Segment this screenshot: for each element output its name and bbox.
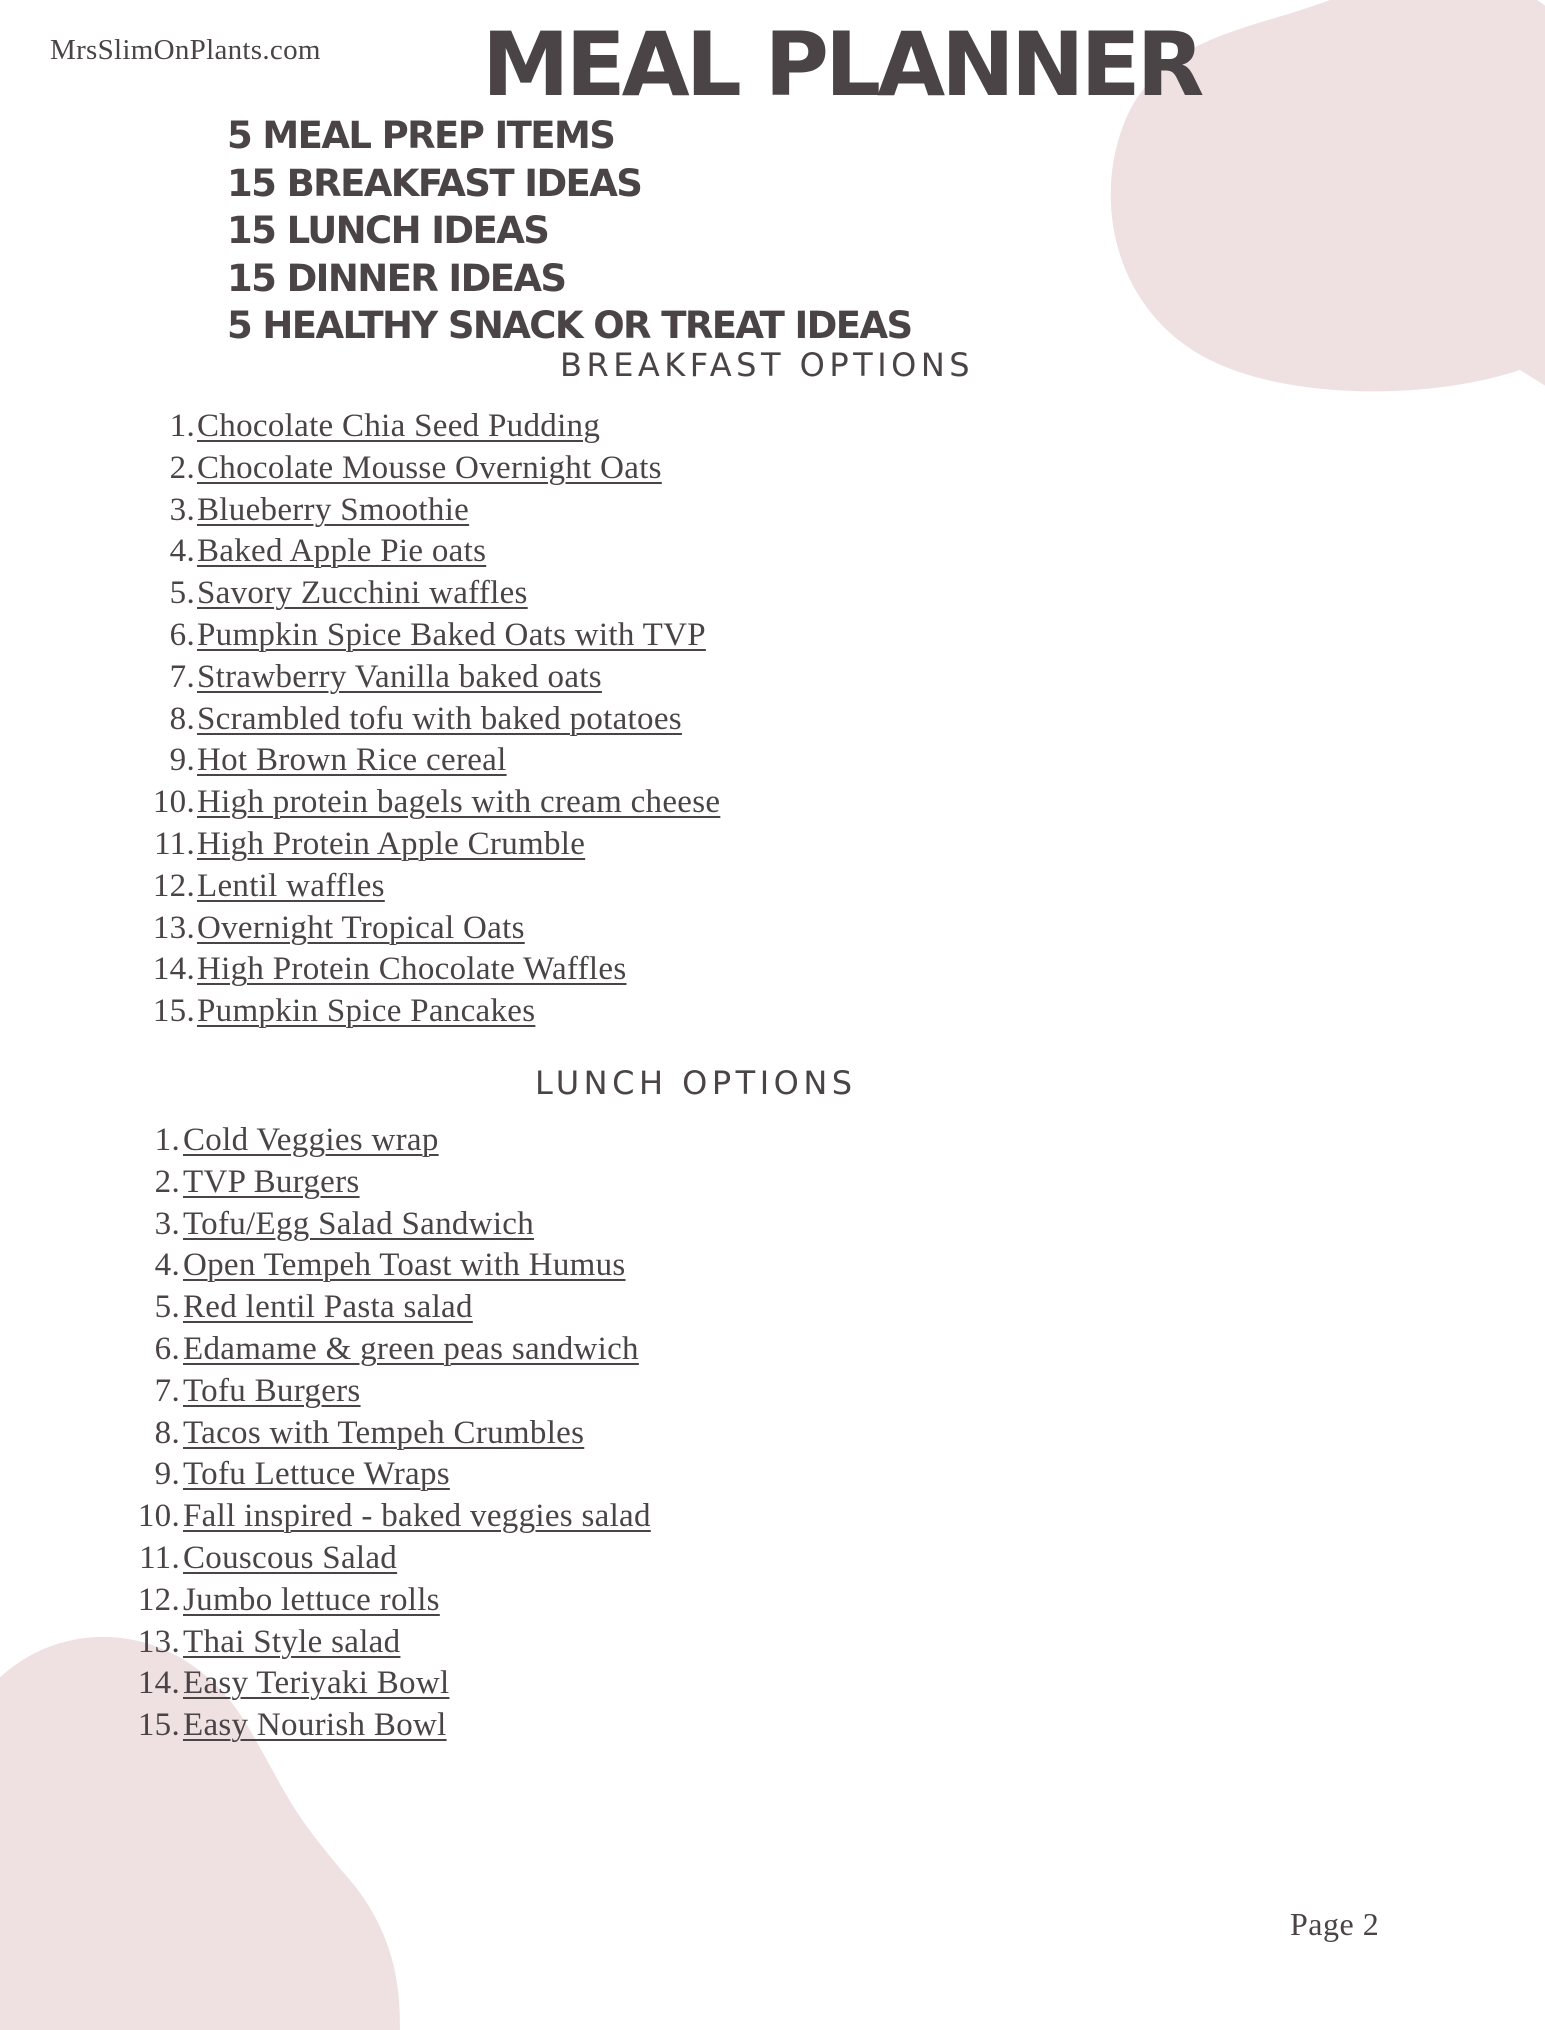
item-number: 13.: [137, 1623, 180, 1660]
recipe-link[interactable]: High Protein Apple Crumble: [197, 825, 586, 862]
item-number: 2.: [154, 1163, 180, 1200]
summary-item: 5 MEAL PREP ITEMS: [227, 114, 615, 157]
item-number: 11.: [139, 1539, 180, 1576]
list-item: [128, 1120, 651, 1162]
recipe-link[interactable]: Tofu Lettuce Wraps: [183, 1456, 450, 1493]
summary-item: 15 BREAKFAST IDEAS: [227, 161, 642, 205]
list-item: [140, 949, 720, 991]
recipe-link[interactable]: Tofu Burgers: [183, 1372, 361, 1409]
list-item: [128, 1663, 651, 1705]
item-number: 14.: [152, 951, 195, 988]
recipe-link[interactable]: Open Tempeh Toast with Humus: [183, 1247, 626, 1284]
recipe-link[interactable]: Overnight Tropical Oats: [197, 909, 525, 946]
list-item: [128, 1538, 651, 1580]
summary-item: 5 HEALTHY SNACK OR TREAT IDEAS: [227, 304, 912, 347]
recipe-link[interactable]: TVP Burgers: [183, 1163, 360, 1200]
item-number: 8.: [154, 1414, 180, 1451]
list-item: [128, 1413, 651, 1455]
item-number: 13.: [152, 909, 195, 946]
list-item: [140, 782, 720, 824]
list-item: [140, 699, 720, 741]
item-number: 2.: [169, 449, 195, 486]
recipe-link[interactable]: Hot Brown Rice cereal: [197, 742, 507, 779]
recipe-link[interactable]: Pumpkin Spice Baked Oats with TVP: [197, 616, 706, 653]
list-item: [140, 406, 720, 448]
item-number: 3.: [169, 491, 195, 528]
item-number: 1.: [169, 408, 195, 444]
item-number: 12.: [137, 1581, 180, 1618]
item-number: 3.: [154, 1205, 180, 1242]
list-item: [128, 1287, 651, 1329]
item-number: 8.: [169, 700, 195, 737]
item-number: 15.: [137, 1707, 180, 1744]
list-item: [140, 866, 720, 908]
recipe-link[interactable]: Jumbo lettuce rolls: [183, 1581, 440, 1618]
recipe-link[interactable]: Fall inspired - baked veggies salad: [183, 1498, 651, 1535]
breakfast-heading: BREAKFAST OPTIONS: [560, 346, 975, 384]
summary-list: [227, 112, 912, 350]
recipe-link[interactable]: Tofu/Egg Salad Sandwich: [183, 1205, 535, 1242]
item-number: 10.: [152, 784, 195, 821]
list-item: [140, 615, 720, 657]
list-item: [128, 1622, 651, 1664]
breakfast-list: [140, 406, 720, 1033]
recipe-link[interactable]: Lentil waffles: [197, 867, 385, 904]
recipe-link[interactable]: Scrambled tofu with baked potatoes: [197, 700, 682, 737]
item-number: 6.: [169, 616, 195, 653]
item-number: 9.: [154, 1456, 180, 1493]
recipe-link[interactable]: Couscous Salad: [183, 1539, 398, 1576]
summary-item: 15 DINNER IDEAS: [227, 256, 566, 300]
recipe-link[interactable]: Thai Style salad: [183, 1623, 401, 1660]
list-item: [128, 1496, 651, 1538]
item-number: 12.: [152, 867, 195, 904]
item-number: 11.: [154, 825, 195, 862]
item-number: 9.: [169, 742, 195, 779]
recipe-link[interactable]: Red lentil Pasta salad: [183, 1289, 473, 1326]
recipe-link[interactable]: Tacos with Tempeh Crumbles: [183, 1414, 585, 1451]
item-number: 4.: [154, 1247, 180, 1284]
list-item: [140, 908, 720, 950]
list-item: [140, 490, 720, 532]
recipe-link[interactable]: Chocolate Mousse Overnight Oats: [197, 449, 662, 486]
list-item: [128, 1162, 651, 1204]
recipe-link[interactable]: Strawberry Vanilla baked oats: [197, 658, 602, 695]
item-number: 1.: [154, 1122, 180, 1158]
list-item: [140, 448, 720, 490]
list-item: [128, 1705, 651, 1747]
item-number: 7.: [169, 658, 195, 695]
item-number: 7.: [154, 1372, 180, 1409]
item-number: 10.: [137, 1498, 180, 1535]
list-item: [140, 531, 720, 573]
lunch-list: [128, 1120, 651, 1747]
recipe-link[interactable]: Edamame & green peas sandwich: [183, 1330, 639, 1367]
item-number: 15.: [152, 993, 195, 1030]
list-item: [128, 1204, 651, 1246]
recipe-link[interactable]: High Protein Chocolate Waffles: [197, 951, 627, 988]
list-item: [140, 657, 720, 699]
recipe-link[interactable]: Savory Zucchini waffles: [197, 575, 528, 612]
page-number: Page 2: [1290, 1906, 1380, 1942]
list-item: [128, 1454, 651, 1496]
list-item: [140, 573, 720, 615]
recipe-link[interactable]: Blueberry Smoothie: [197, 491, 470, 528]
list-item: [128, 1329, 651, 1371]
item-number: 4.: [169, 533, 195, 570]
recipe-link[interactable]: Baked Apple Pie oats: [197, 533, 487, 570]
list-item: [140, 991, 720, 1033]
recipe-link[interactable]: Cold Veggies wrap: [183, 1122, 439, 1158]
recipe-link[interactable]: Pumpkin Spice Pancakes: [197, 993, 536, 1030]
list-item: [128, 1580, 651, 1622]
site-name: MrsSlimOnPlants.com: [50, 34, 321, 66]
lunch-heading: LUNCH OPTIONS: [535, 1064, 857, 1102]
list-item: [128, 1245, 651, 1287]
item-number: 5.: [154, 1289, 180, 1326]
recipe-link[interactable]: High protein bagels with cream cheese: [197, 784, 721, 821]
recipe-link[interactable]: Chocolate Chia Seed Pudding: [197, 408, 601, 444]
item-number: 5.: [169, 575, 195, 612]
recipe-link[interactable]: Easy Nourish Bowl: [183, 1707, 447, 1744]
summary-item: 15 LUNCH IDEAS: [227, 209, 549, 252]
page-title: MEAL PLANNER: [482, 13, 1201, 116]
item-number: 14.: [137, 1665, 180, 1702]
recipe-link[interactable]: Easy Teriyaki Bowl: [183, 1665, 450, 1702]
item-number: 6.: [154, 1330, 180, 1367]
list-item: [128, 1371, 651, 1413]
list-item: [140, 740, 720, 782]
list-item: [140, 824, 720, 866]
